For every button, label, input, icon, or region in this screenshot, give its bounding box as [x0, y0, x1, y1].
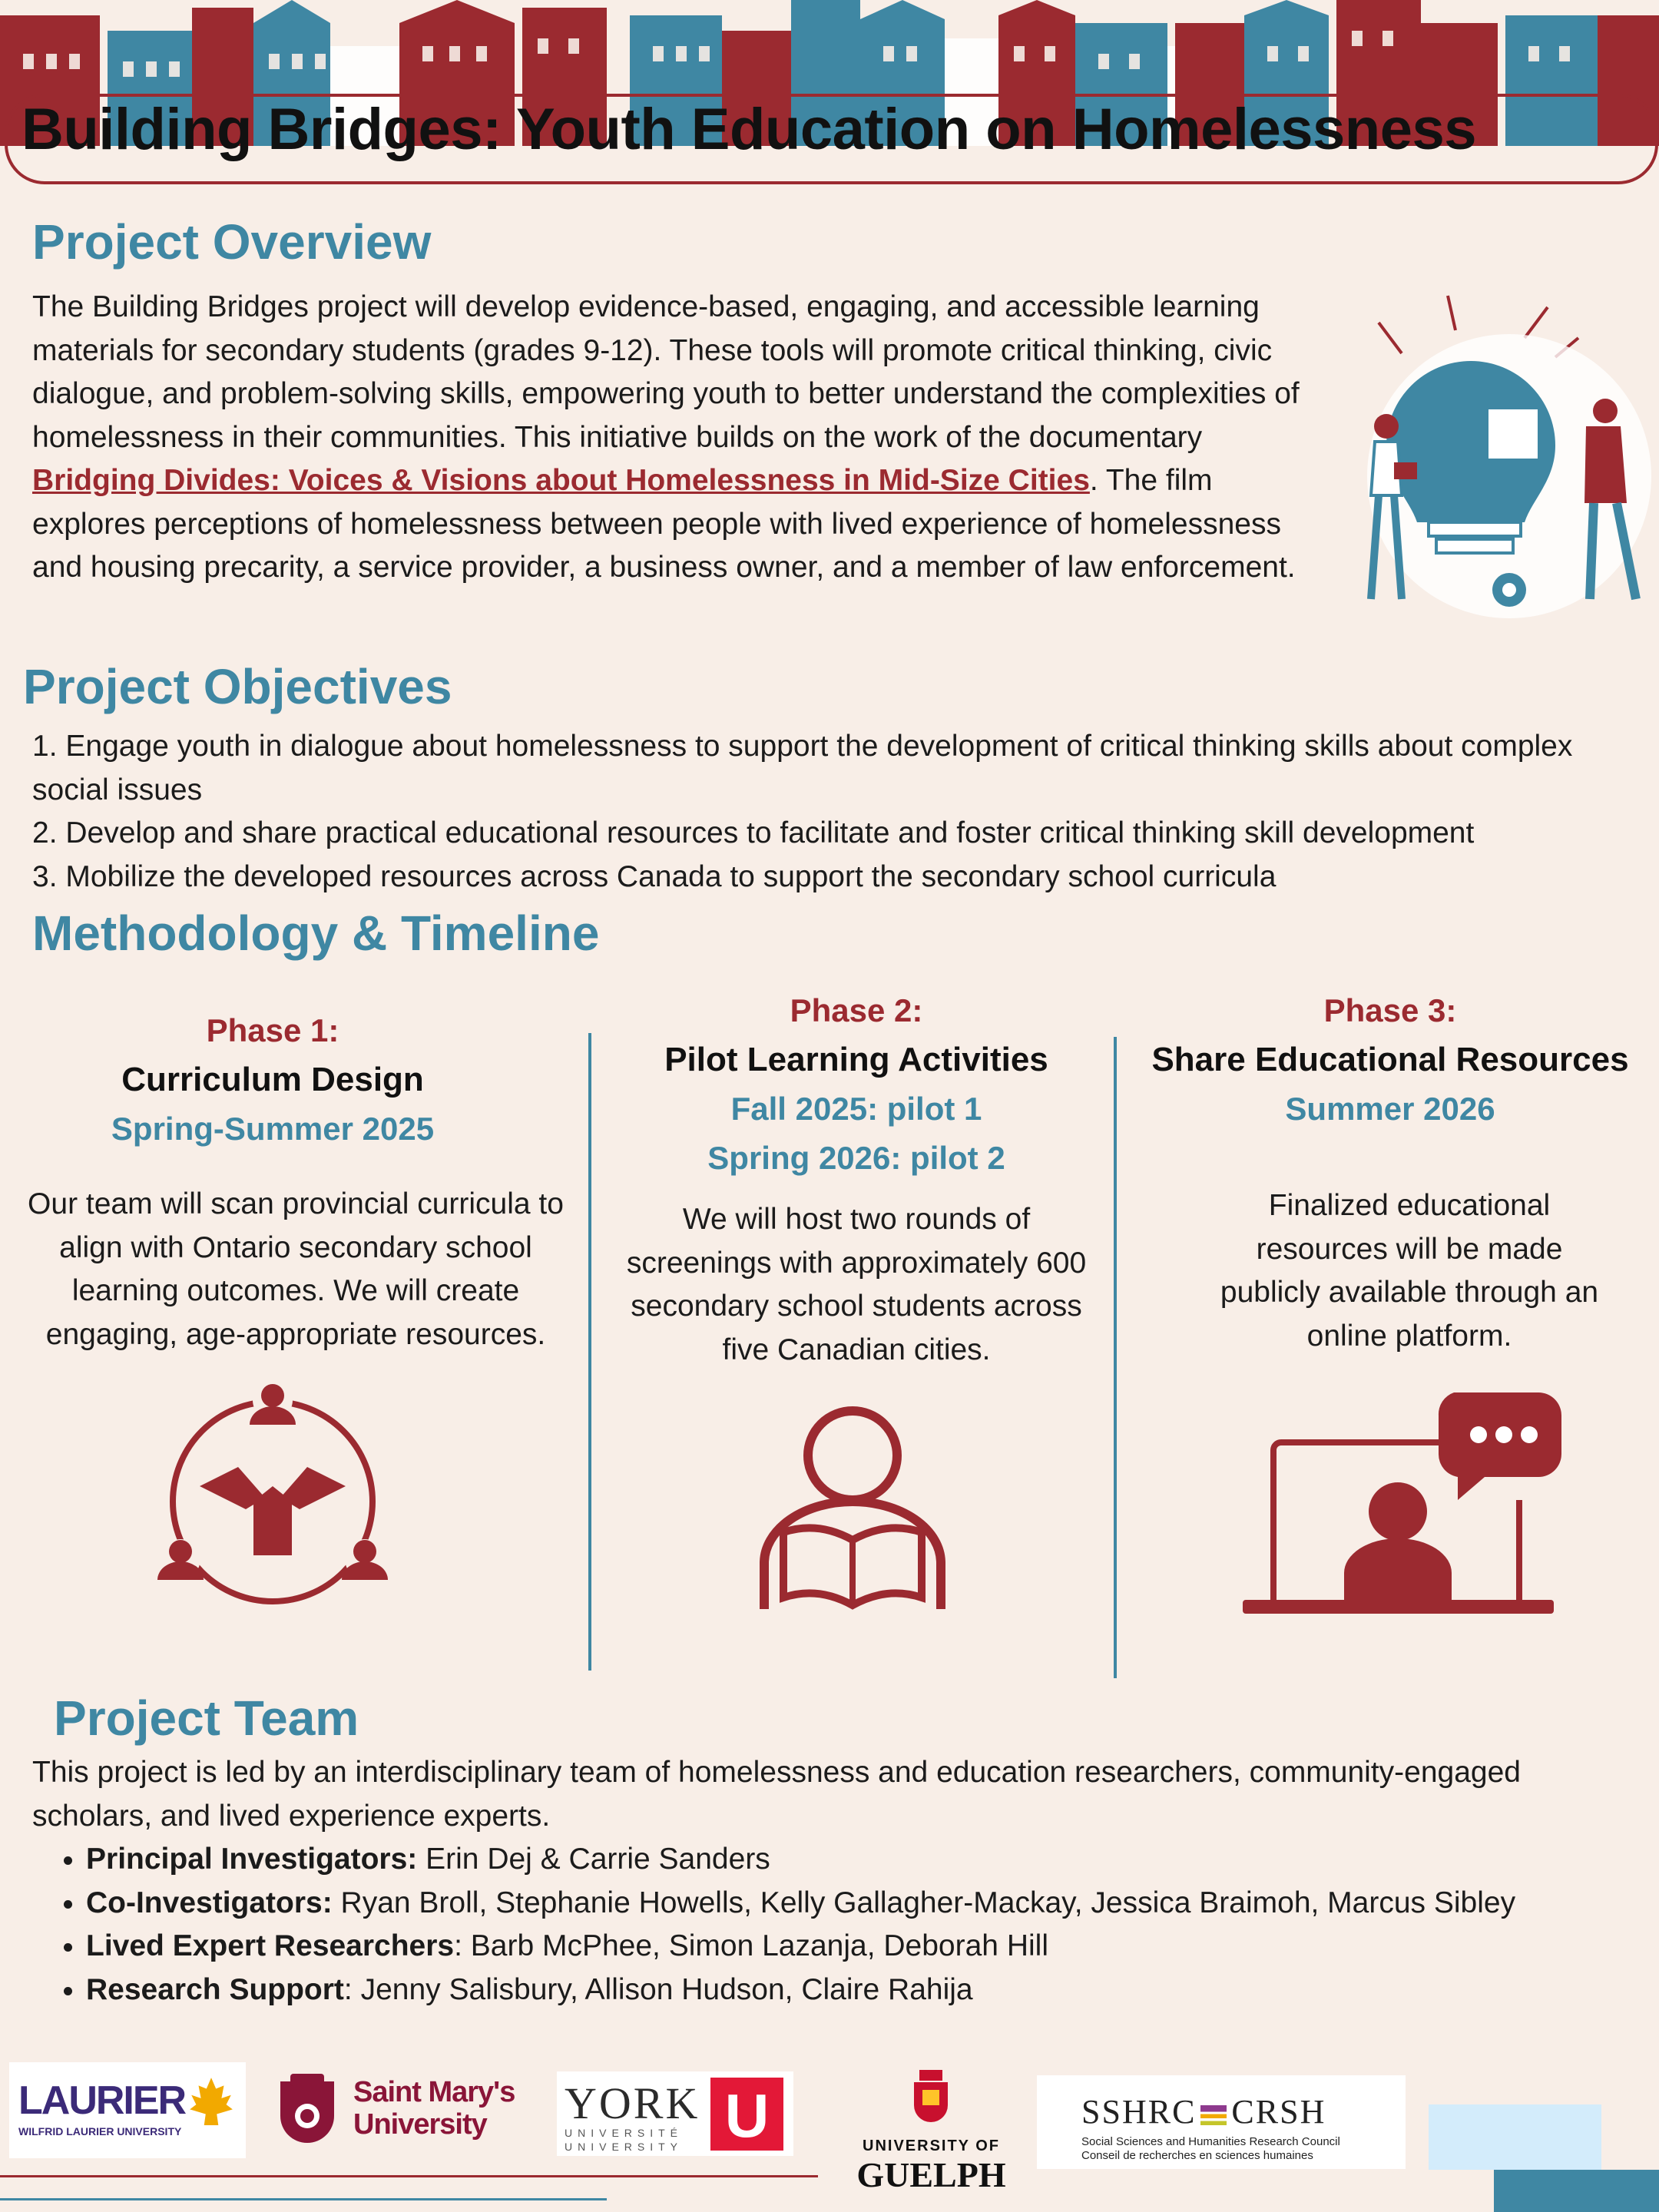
maple-leaf-icon [187, 2076, 235, 2127]
objective-item: 1. Engage youth in dialogue about homelessness to support the development of critical thinking skills about complex social issues [32, 730, 1573, 806]
reader-book-icon [757, 1402, 949, 1617]
team-heading: Project Team [54, 1690, 359, 1746]
methodology-heading: Methodology & Timeline [32, 906, 600, 961]
team-member-item: • Lived Expert Researchers: Barb McPhee, Simon Lazanja, Deborah Hill [86, 1925, 1659, 1969]
collaboration-hands-icon [154, 1379, 392, 1617]
guelph-crest-icon [912, 2070, 950, 2128]
phase-label: Phase 1: [206, 1012, 339, 1048]
page-title: Building Bridges: Youth Education on Homelessness [22, 97, 1477, 162]
team-member-item: • Research Support: Jenny Salisbury, Allison Hudson, Claire Rahija [86, 1969, 1659, 2012]
smu-crest-icon [276, 2074, 338, 2147]
phase-1-header [15, 1006, 530, 1154]
phase-date: Summer 2026 [1285, 1091, 1495, 1127]
york-logo: YORK UNIVERSITÉ UNIVERSITY U [557, 2071, 793, 2156]
phase-label: Phase 2: [790, 992, 923, 1028]
team-intro: This project is led by an interdisciplinary team of homelessness and education researchers, community-engaged scholars, and lived experience experts. [32, 1756, 1521, 1833]
sshrc-logo: SSHRC CRSH Social Sciences and Humanities Research Council Conseil de recherches en sciences humaines [1037, 2075, 1406, 2169]
phase-name: Curriculum Design [121, 1061, 424, 1098]
objective-item: 2. Develop and share practical educational resources to facilitate and foster critical thinking skill development [32, 816, 1475, 849]
footer-divider [0, 2175, 818, 2177]
objective-item: 3. Mobilize the developed resources across Canada to support the secondary school curricula [32, 859, 1277, 893]
phase-date: Spring-Summer 2025 [111, 1111, 435, 1147]
phase-label: Phase 3: [1323, 992, 1457, 1028]
phase-divider [588, 1033, 591, 1671]
online-laptop-chat-icon [1243, 1389, 1569, 1619]
saint-marys-logo: Saint Mary's University [276, 2070, 530, 2151]
objectives-list [32, 725, 1645, 899]
overview-heading: Project Overview [32, 214, 432, 270]
team-member-item: • Principal Investigators: Erin Dej & Carrie Sanders [86, 1838, 1659, 1882]
footer-block [1494, 2170, 1659, 2212]
phase-divider [1114, 1037, 1117, 1678]
footer-divider [0, 2198, 607, 2200]
phase-1-description: Our team will scan provincial curricula to align with Ontario secondary school learning outcomes. We will create engaging, age-appropriate resources. [28, 1187, 564, 1351]
blank-logo-placeholder [1429, 2104, 1601, 2170]
phase-2-description: We will host two rounds of screenings with approximately 600 secondary school students across five Canadian cities. [626, 1203, 1087, 1366]
phase-name: Share Educational Resources [1151, 1041, 1629, 1078]
phase-3-header [1121, 986, 1659, 1134]
laurier-logo: LAURIER WILFRID LAURIER UNIVERSITY [9, 2062, 246, 2158]
guelph-logo: UNIVERSITY OF GUELPH [849, 2070, 1014, 2193]
phase-name: Pilot Learning Activities [664, 1041, 1048, 1078]
objectives-heading: Project Objectives [23, 659, 452, 714]
phase-date: Fall 2025: pilot 1 [730, 1091, 982, 1127]
phase-3-description: Finalized educational resources will be made publicly available through an online platform. [1220, 1189, 1599, 1353]
phase-2-header [607, 986, 1106, 1183]
team-members-list [54, 1838, 1659, 2012]
team-member-item: • Co-Investigators: Ryan Broll, Stephanie Howells, Kelly Gallagher-Mackay, Jessica Braimoh, Marcus Sibley [86, 1882, 1659, 1926]
overview-paragraph: The Building Bridges project will develop evidence-based, engaging, and accessible learning materials for secondary students (grades 9-12). These tools will promote critical thinking, civic dialogue, and problem-solving skills, empowering youth to better understand the complexities of homelessness in their communities. This initiative builds on the work of the documentary Bridging Divides: Voices & Visions about Homelessness in Mid-Size Cities. The film explores perceptions of homelessness between people with lived experience of homelessness and housing precarity, a service provider, a business owner, and a member of law enforcement. [32, 290, 1300, 584]
documentary-link[interactable]: Bridging Divides: Voices & Visions about Homelessness in Mid-Size Cities [32, 464, 1090, 497]
puzzle-lightbulb-teamwork-illustration [1333, 292, 1655, 622]
sshrc-bars-icon [1200, 2105, 1227, 2125]
phase-date: Spring 2026: pilot 2 [707, 1140, 1005, 1176]
